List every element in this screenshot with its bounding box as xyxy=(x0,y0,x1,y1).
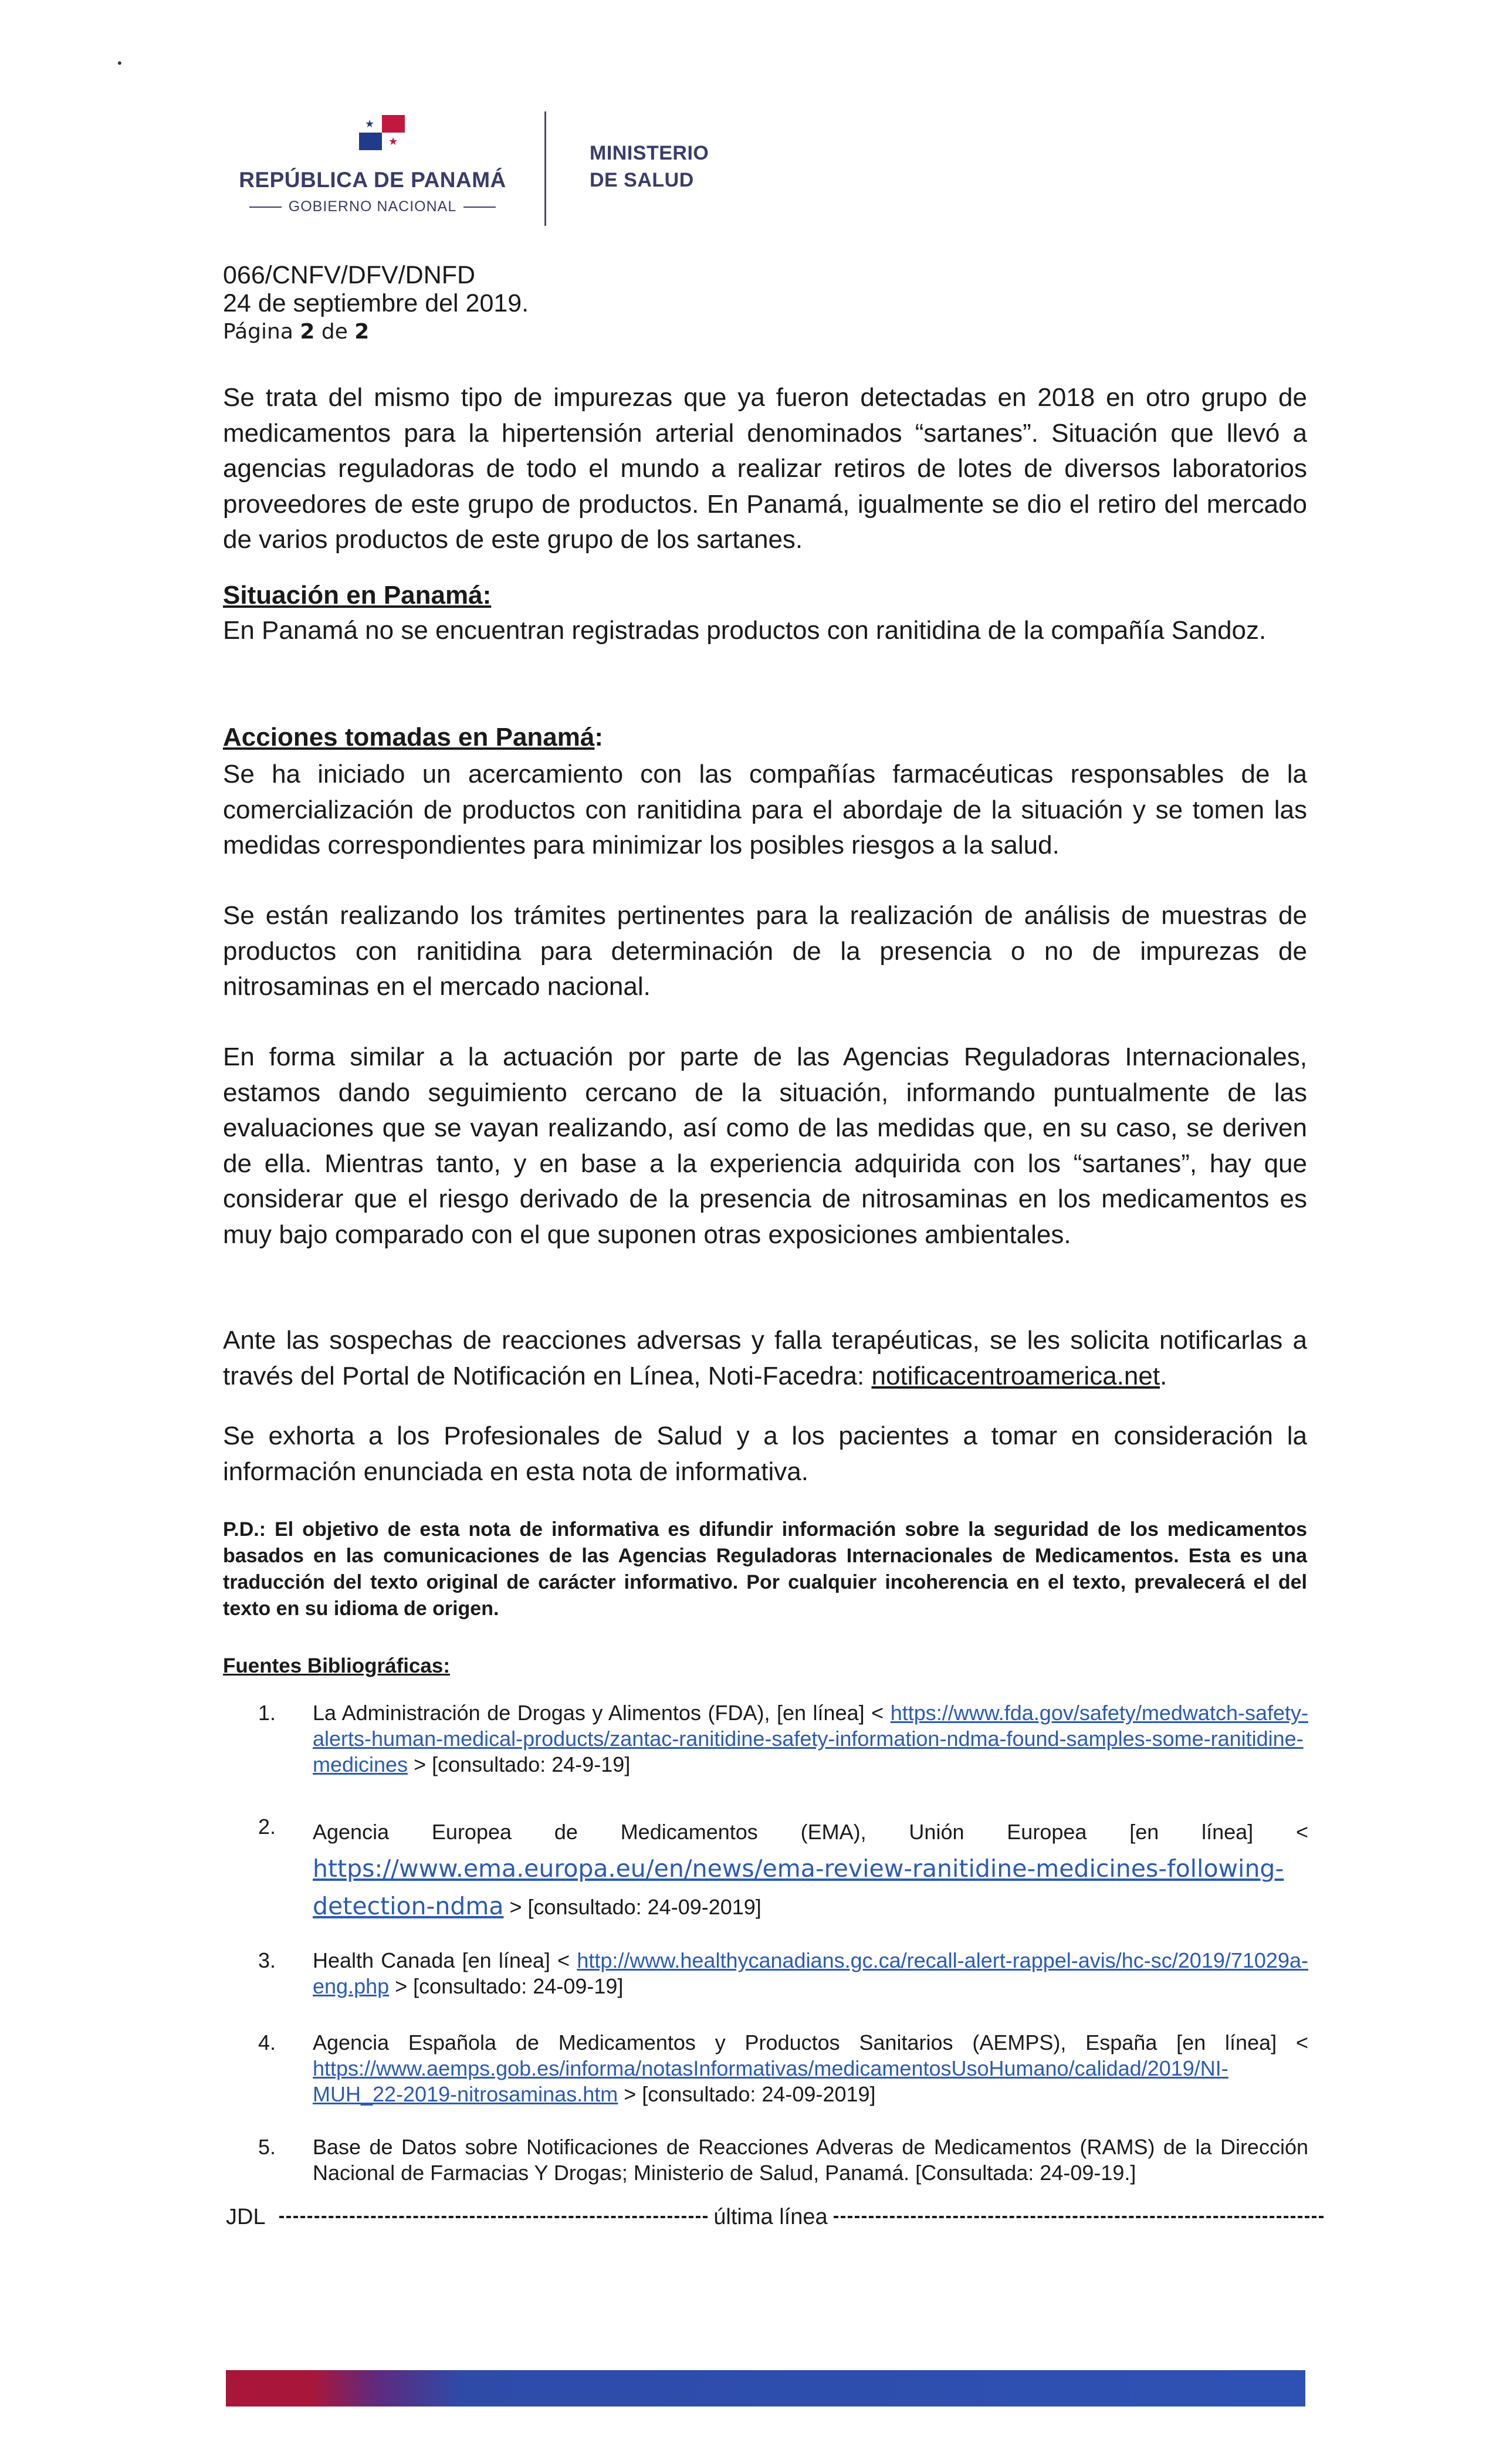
reference-code: 066/CNFV/DFV/DNFD xyxy=(223,261,476,289)
reference-number: 5. xyxy=(258,2135,276,2159)
footer-color-bar xyxy=(226,2370,1305,2407)
acciones-heading-colon: : xyxy=(594,723,604,752)
ministerio-line1: MINISTERIO xyxy=(590,142,709,164)
panama-flag-icon: ★ ★ xyxy=(359,115,405,150)
dash-separator-left xyxy=(279,2216,708,2220)
acciones-paragraph-3: En forma similar a la actuación por parte de las Agencias Reguladoras Internacionales, estamos dando seguimiento cercano de la situación, informando puntualmente de las evaluaciones que se vayan realizando, así como de las medidas que, en su caso, se deriven de ella. Mientras tanto, y en base a la experiencia adquirida con los “sartanes”, hay que considerar que el riesgo derivado de la presencia de nitrosaminas en los medicamentos es muy bajo comparado con el que suponen otras exposiciones ambientales. xyxy=(223,1043,1307,1249)
header-divider xyxy=(544,111,546,226)
reference-post: > [consultado: 24-09-2019] xyxy=(618,2082,876,2106)
reference-number: 4. xyxy=(258,2030,276,2055)
closing-initials: JDL xyxy=(226,2205,265,2229)
letterhead xyxy=(223,111,868,235)
reference-pre: Health Canada [en línea] < xyxy=(313,1948,577,1972)
reference-text xyxy=(313,2134,1308,2186)
closing-line xyxy=(226,2205,1324,2230)
reference-link[interactable]: http://www.healthycanadians.gc.ca/recall-alert-rappel-avis/hc-sc/2019/71029a-eng.php xyxy=(313,1948,1308,1998)
acciones-paragraph-5: Se exhorta a los Profesionales de Salud y a los pacientes a tomar en consideración la información enunciada en esta nota de informativa. xyxy=(223,1421,1307,1486)
situacion-heading: Situación en Panamá: xyxy=(223,581,492,610)
reference-link[interactable]: https://www.ema.europa.eu/en/news/ema-review-ranitidine-medicines-following-detection-ndma xyxy=(313,1854,1284,1920)
reference-link[interactable]: https://www.fda.gov/safety/medwatch-safety-alerts-human-medical-products/zantac-ranitidine-safety-information-ndma-found-samples-some-ranitidine-medicines xyxy=(313,1701,1308,1776)
acciones-paragraph-4 xyxy=(223,1323,1307,1394)
gobierno-subtitle xyxy=(223,198,522,215)
page-sep: de xyxy=(314,320,355,344)
reference-pre: Base de Datos sobre Notificaciones de Reacciones Adveras de Medicamentos (RAMS) de la Dirección Nacional de Farmacias Y Drogas; Ministerio de Salud, Panamá. [Consultada: 24-09-19.] xyxy=(313,2135,1308,2185)
acciones-heading-text: Acciones tomadas en Panamá xyxy=(223,723,595,752)
reference-number: 3. xyxy=(258,1948,276,1972)
fuentes-heading: Fuentes Bibliográficas: xyxy=(223,1654,451,1677)
ministerio-title xyxy=(590,140,709,194)
intro-paragraph: Se trata del mismo tipo de impurezas que ya fueron detectadas en 2018 en otro grupo de medicamentos para la hipertensión arterial denominados “sartanes”. Situación que llevó a agencias reguladoras de todo el mundo a realizar retiros de lotes de diversos laboratorios proveedores de este grupo de productos. En Panamá, igualmente se dio el retiro del mercado de varios productos de este grupo de los sartanes. xyxy=(223,383,1307,554)
reference-link[interactable]: https://www.aemps.gob.es/informa/notasInformativas/medicamentosUsoHumano/calidad/2019/NI-MUH_22-2019-nitrosaminas.htm xyxy=(313,2056,1228,2106)
page-total: 2 xyxy=(354,320,370,344)
notification-end: . xyxy=(1160,1361,1167,1390)
reference-pre: Agencia Española de Medicamentos y Productos Sanitarios (AEMPS), España [en línea] < xyxy=(313,2030,1308,2055)
gobierno-label: GOBIERNO NACIONAL xyxy=(288,198,457,215)
reference-post: > [consultado: 24-9-19] xyxy=(408,1752,631,1776)
acciones-heading xyxy=(223,723,603,752)
reference-number: 2. xyxy=(258,1815,276,1839)
reference-date: 24 de septiembre del 2019. xyxy=(223,289,529,317)
pd-note: P.D.: El objetivo de esta nota de informativa es difundir información sobre la seguridad de los medicamentos basados en las comunicaciones de las Agencias Reguladoras Internacionales de Medicamentos. Esta es una traducción del texto original de carácter informativo. Por cualquier incoherencia en el texto, prevalecerá el del texto en su idioma de origen. xyxy=(223,1518,1307,1620)
ministerio-line2: DE SALUD xyxy=(590,169,694,191)
acciones-paragraph-1: Se ha iniciado un acercamiento con las compañías farmacéuticas responsables de la comercialización de productos con ranitidina para el abordaje de la situación y se tomen las medidas correspondientes para minimizar los posibles riesgos a la salud. xyxy=(223,760,1307,859)
reference-text xyxy=(313,1700,1308,1778)
page-number xyxy=(223,320,369,344)
reference-text xyxy=(313,2030,1308,2107)
notification-link[interactable]: notificacentroamerica.net xyxy=(871,1361,1160,1390)
reference-text xyxy=(313,1814,1308,1925)
reference-post: > [consultado: 24-09-2019] xyxy=(503,1895,761,1919)
stray-pen-mark: • xyxy=(117,56,122,70)
notification-text: Ante las sospechas de reacciones adversas y falla terapéuticas, se les solicita notificarlas a través del Portal de Notificación en Línea, Noti-Facedra: xyxy=(223,1326,1307,1390)
reference-text xyxy=(313,1948,1308,1999)
reference-pre: La Administración de Drogas y Alimentos (FDA), [en línea] < xyxy=(313,1701,891,1725)
acciones-paragraph-2: Se están realizando los trámites pertinentes para la realización de análisis de muestras de productos con ranitidina para determinación de la presencia o no de impurezas de nitrosaminas en el mercado nacional. xyxy=(223,901,1307,1001)
republica-title: REPÚBLICA DE PANAMÁ xyxy=(239,168,506,192)
reference-number: 1. xyxy=(258,1701,276,1725)
reference-pre: Agencia Europea de Medicamentos (EMA), Unión Europea [en línea] < xyxy=(313,1820,1308,1844)
situacion-paragraph: En Panamá no se encuentran registradas productos con ranitidina de la compañía Sandoz. xyxy=(223,616,1267,645)
page-current: 2 xyxy=(300,320,315,344)
page-prefix: Página xyxy=(223,320,300,344)
dash-separator-right xyxy=(834,2216,1324,2220)
closing-label: última línea xyxy=(713,2205,828,2229)
reference-post: > [consultado: 24-09-19] xyxy=(389,1974,624,1998)
